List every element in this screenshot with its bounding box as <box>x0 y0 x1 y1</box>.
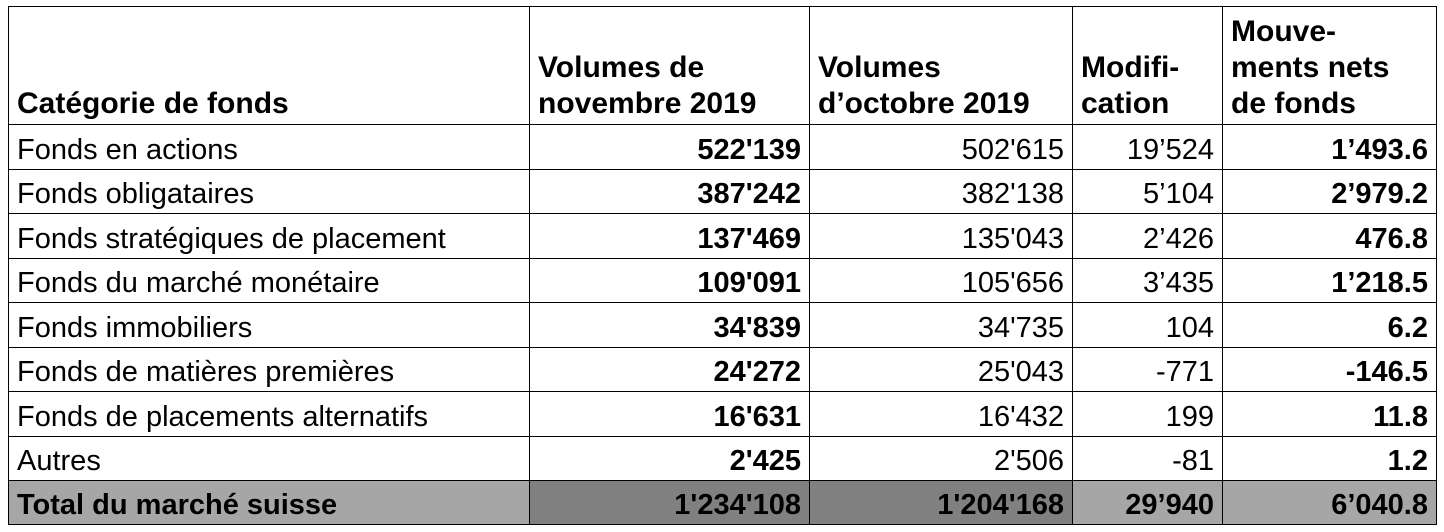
november-volume-cell: 137'469 <box>530 214 810 259</box>
category-cell: Autres <box>9 436 530 481</box>
header-category: Catégorie de fonds <box>9 7 530 125</box>
october-volume-cell: 135'043 <box>810 214 1073 259</box>
november-volume-cell: 387'242 <box>530 169 810 214</box>
october-volume-cell: 105'656 <box>810 258 1073 303</box>
october-volume-cell: 34'735 <box>810 303 1073 348</box>
modification-cell: 104 <box>1073 303 1223 348</box>
net-flow-cell: 6.2 <box>1223 303 1437 348</box>
total-row <box>9 481 1437 525</box>
november-volume-cell: 34'839 <box>530 303 810 348</box>
november-volume-cell: 109'091 <box>530 258 810 303</box>
header-volumes-november: Volumes de novembre 2019 <box>530 7 810 125</box>
table-row <box>9 169 1437 214</box>
category-cell: Fonds en actions <box>9 125 530 170</box>
november-volume-cell: 2'425 <box>530 436 810 481</box>
total-november-volume-cell: 1'234'108 <box>530 481 810 525</box>
october-volume-cell: 16'432 <box>810 392 1073 437</box>
category-cell: Fonds stratégiques de placement <box>9 214 530 259</box>
modification-cell: -81 <box>1073 436 1223 481</box>
october-volume-cell: 25'043 <box>810 347 1073 392</box>
october-volume-cell: 502'615 <box>810 125 1073 170</box>
table-row <box>9 125 1437 170</box>
net-flow-cell: 1.2 <box>1223 436 1437 481</box>
total-net-flow-cell: 6’040.8 <box>1223 481 1437 525</box>
header-volumes-october: Volumes d’octobre 2019 <box>810 7 1073 125</box>
header-net-flows: Mouve- ments nets de fonds <box>1223 7 1437 125</box>
total-category-cell: Total du marché suisse <box>9 481 530 525</box>
category-cell: Fonds de placements alternatifs <box>9 392 530 437</box>
net-flow-cell: 1’218.5 <box>1223 258 1437 303</box>
net-flow-cell: 476.8 <box>1223 214 1437 259</box>
october-volume-cell: 382'138 <box>810 169 1073 214</box>
table-row <box>9 392 1437 437</box>
table-row <box>9 436 1437 481</box>
net-flow-cell: 1’493.6 <box>1223 125 1437 170</box>
header-row <box>9 7 1437 125</box>
total-october-volume-cell: 1'204'168 <box>810 481 1073 525</box>
modification-cell: 19’524 <box>1073 125 1223 170</box>
october-volume-cell: 2'506 <box>810 436 1073 481</box>
table-row <box>9 214 1437 259</box>
november-volume-cell: 522'139 <box>530 125 810 170</box>
november-volume-cell: 16'631 <box>530 392 810 437</box>
modification-cell: 5’104 <box>1073 169 1223 214</box>
modification-cell: -771 <box>1073 347 1223 392</box>
table-row <box>9 303 1437 348</box>
net-flow-cell: 2’979.2 <box>1223 169 1437 214</box>
header-modification: Modifi- cation <box>1073 7 1223 125</box>
total-modification-cell: 29’940 <box>1073 481 1223 525</box>
table-row <box>9 258 1437 303</box>
category-cell: Fonds du marché monétaire <box>9 258 530 303</box>
table-row <box>9 347 1437 392</box>
category-cell: Fonds immobiliers <box>9 303 530 348</box>
modification-cell: 199 <box>1073 392 1223 437</box>
modification-cell: 2’426 <box>1073 214 1223 259</box>
fund-volumes-table <box>8 6 1437 525</box>
modification-cell: 3’435 <box>1073 258 1223 303</box>
category-cell: Fonds obligataires <box>9 169 530 214</box>
category-cell: Fonds de matières premières <box>9 347 530 392</box>
net-flow-cell: 11.8 <box>1223 392 1437 437</box>
net-flow-cell: -146.5 <box>1223 347 1437 392</box>
november-volume-cell: 24'272 <box>530 347 810 392</box>
